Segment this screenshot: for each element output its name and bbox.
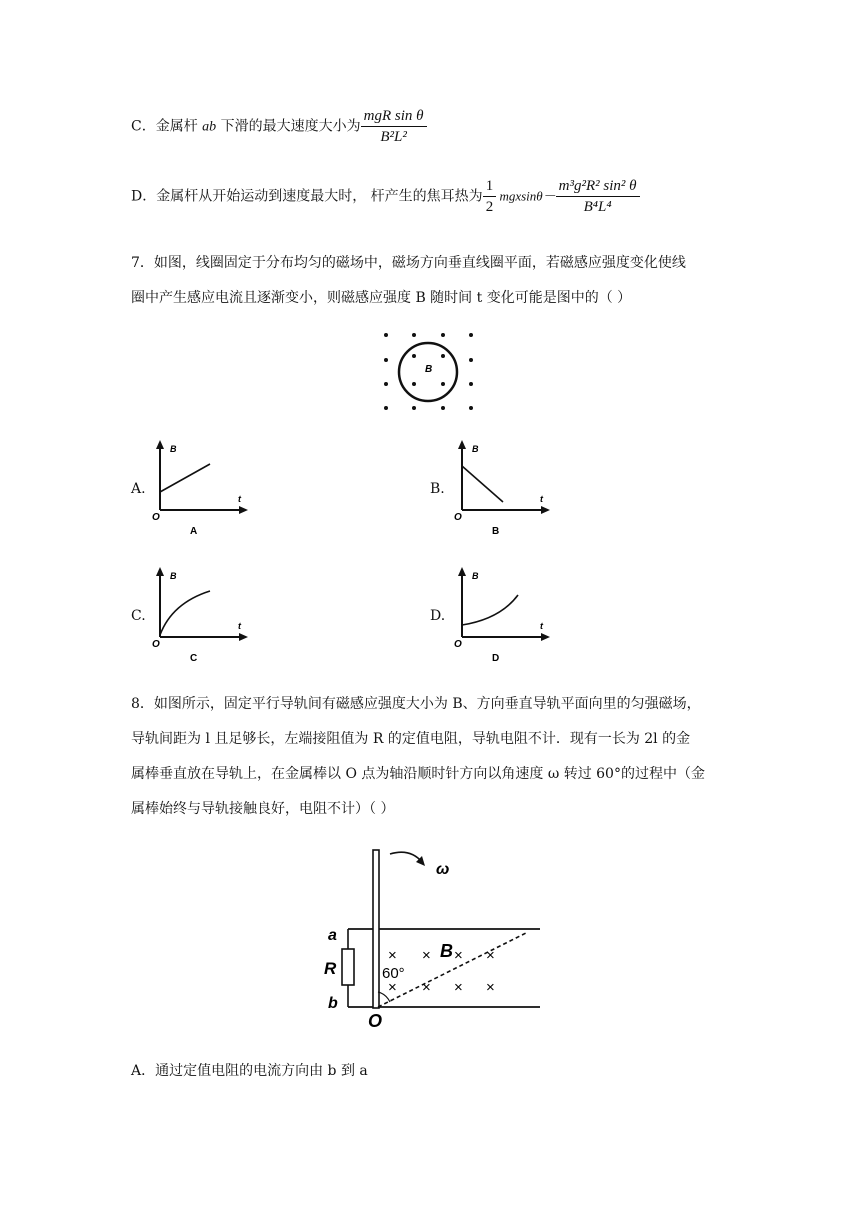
- svg-text:×: ×: [454, 979, 463, 996]
- svg-text:×: ×: [422, 979, 431, 996]
- svg-text:B: B: [170, 444, 177, 454]
- q7-option-b-label: B.: [430, 481, 445, 497]
- svg-text:O: O: [152, 512, 160, 523]
- angle-label: 60°: [382, 965, 405, 982]
- svg-text:B: B: [472, 571, 479, 581]
- svg-text:B: B: [472, 444, 479, 454]
- q7-option-c-label: C.: [131, 608, 146, 624]
- q6-optc-text: 下滑的最大速度大小为: [216, 118, 361, 135]
- svg-text:t: t: [540, 494, 543, 504]
- caption-b: B: [492, 526, 500, 537]
- label-R: R: [324, 959, 337, 978]
- curve-a: [160, 464, 210, 492]
- q6-optd-half-num: 1: [483, 176, 497, 197]
- q6-optd-den: B⁴L⁴: [583, 199, 612, 215]
- svg-text:×: ×: [388, 979, 397, 996]
- q8-line-2: 导轨间距为 l 且足够长，左端接阻值为 R 的定值电阻，导轨电阻不计．现有一长为 2l 的金: [131, 731, 691, 747]
- q7-option-a-label: A.: [131, 481, 146, 497]
- q7-graph-d: [452, 567, 562, 667]
- caption-a: A: [190, 526, 198, 537]
- curve-b: [462, 466, 503, 502]
- curve-c: [160, 591, 210, 635]
- omega-label: ω: [436, 861, 450, 878]
- q6-optd-num: m³g²R² sin² θ: [556, 176, 640, 197]
- q7-coil-figure: [380, 330, 480, 414]
- q6-optd-half-den: 2: [485, 199, 494, 215]
- q6-optd-text: D．金属杆从开始运动到速度最大时， 杆产生的焦耳热为: [131, 188, 483, 205]
- q6-optd-half: [483, 176, 497, 217]
- svg-text:×: ×: [486, 979, 495, 996]
- q8-line-1: 8．如图所示，固定平行导轨间有磁感应强度大小为 B、方向垂直导轨平面向里的匀强磁场，: [131, 696, 701, 712]
- q6-optc-den: B²L²: [380, 129, 407, 145]
- svg-text:×: ×: [422, 947, 431, 964]
- q7-graph-c: [150, 567, 260, 667]
- q6-optd-fraction: [556, 176, 640, 217]
- label-a: a: [328, 927, 337, 944]
- q7-graph-a: [150, 440, 260, 540]
- svg-text:O: O: [454, 639, 462, 650]
- svg-text:O: O: [152, 639, 160, 650]
- q6-optc-prefix: C．金属杆: [131, 118, 203, 135]
- q6-optc-var: ab: [202, 119, 217, 135]
- svg-text:t: t: [238, 494, 241, 504]
- q8-rail-figure: [318, 842, 544, 1032]
- resistor: [342, 949, 354, 985]
- q6-optc-num: mgR sin θ: [361, 106, 427, 127]
- q7-line-2: 圈中产生感应电流且逐渐变小，则磁感应强度 B 随时间 t 变化可能是图中的（ ）: [131, 290, 632, 306]
- q7-graph-b: [452, 440, 562, 540]
- metal-rod: [373, 850, 379, 1008]
- q6-optd-mid: mgxsinθ－: [496, 188, 556, 204]
- svg-text:t: t: [540, 621, 543, 631]
- q7-line-1: 7．如图，线圈固定于分布均匀的磁场中，磁场方向垂直线圈平面，若磁感应强度变化使线: [131, 255, 686, 271]
- q6-optc-fraction: [361, 106, 427, 147]
- q8-line-4: 属棒始终与导轨接触良好，电阻不计）（ ）: [131, 801, 395, 817]
- curve-d: [462, 595, 518, 625]
- svg-text:×: ×: [486, 947, 495, 964]
- q6-option-d: [131, 176, 640, 217]
- svg-text:×: ×: [454, 947, 463, 964]
- rotation-arrow: [390, 852, 422, 862]
- q7-option-d-label: D.: [430, 608, 446, 624]
- svg-text:×: ×: [388, 947, 397, 964]
- svg-text:O: O: [454, 512, 462, 523]
- caption-d: D: [492, 653, 500, 664]
- coil-field-label: B: [425, 364, 433, 375]
- svg-text:B: B: [170, 571, 177, 581]
- caption-c: C: [190, 653, 198, 664]
- q8-option-a: A．通过定值电阻的电流方向由 b 到 a: [131, 1063, 368, 1079]
- label-b: b: [328, 995, 338, 1012]
- field-label: B: [440, 941, 453, 961]
- q6-option-c: [131, 106, 427, 147]
- svg-text:t: t: [238, 621, 241, 631]
- label-O: O: [368, 1011, 383, 1031]
- q8-line-3: 属棒垂直放在导轨上，在金属棒以 O 点为轴沿顺时针方向以角速度 ω 转过 60°的过程中（金: [131, 766, 705, 782]
